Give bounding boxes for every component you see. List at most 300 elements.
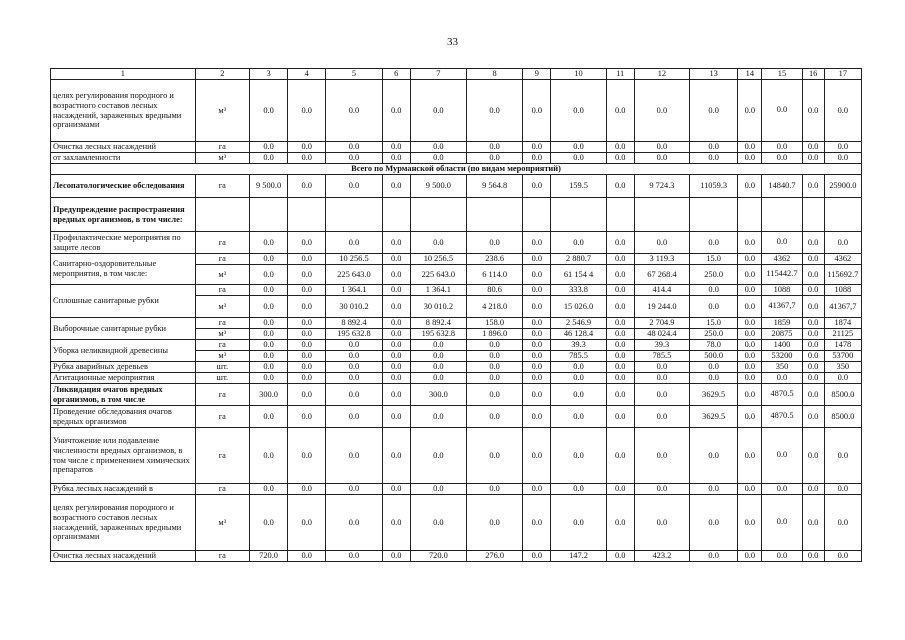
value-cell: 1859 (762, 318, 802, 329)
column-number-row (51, 69, 862, 80)
value-cell: 0.0 (326, 232, 382, 254)
value-cell: 0.0 (382, 384, 410, 406)
value-cell: 0.0 (762, 373, 802, 384)
value-cell: 720.0 (249, 551, 287, 562)
value-cell: 0.0 (523, 495, 551, 551)
value-cell: 0.0 (551, 484, 606, 495)
value-cell: 0.0 (690, 142, 738, 153)
value-cell: 0.0 (634, 406, 689, 428)
unit-cell: га (195, 406, 249, 428)
value-cell: 0.0 (467, 340, 523, 351)
value-cell (467, 198, 523, 232)
value-cell: 0.0 (634, 484, 689, 495)
value-cell: 0.0 (467, 484, 523, 495)
value-cell: 0.0 (762, 142, 802, 153)
value-cell: 0.0 (523, 428, 551, 484)
table-row (51, 428, 862, 484)
value-cell: 0.0 (802, 296, 824, 318)
value-cell: 0.0 (606, 551, 634, 562)
value-cell: 350 (824, 362, 861, 373)
value-cell: 0.0 (738, 362, 762, 373)
value-cell: 1088 (824, 285, 861, 296)
value-cell: 0.0 (288, 484, 326, 495)
value-cell: 0.0 (551, 373, 606, 384)
column-number-cell: 4 (288, 69, 326, 80)
column-number-cell: 1 (51, 69, 196, 80)
value-cell: 0.0 (288, 384, 326, 406)
value-cell: 0.0 (762, 153, 802, 164)
value-cell: 238.6 (467, 254, 523, 265)
value-cell: 0.0 (606, 296, 634, 318)
value-cell: 67 268.4 (634, 265, 689, 285)
value-cell: 0.0 (551, 406, 606, 428)
column-number-cell: 6 (382, 69, 410, 80)
value-cell: 0.0 (249, 232, 287, 254)
value-cell: 115442.7 (762, 265, 802, 285)
value-cell: 0.0 (762, 80, 802, 142)
value-cell: 0.0 (382, 265, 410, 285)
row-label: Санитарно-оздоровительные мероприятия, в том числе: (51, 254, 196, 285)
table-row (51, 362, 862, 373)
value-cell: 0.0 (326, 175, 382, 198)
value-cell: 30 010.2 (410, 296, 466, 318)
value-cell: 0.0 (738, 175, 762, 198)
value-cell: 500.0 (690, 351, 738, 362)
value-cell: 1400 (762, 340, 802, 351)
value-cell: 8 892.4 (326, 318, 382, 329)
value-cell: 0.0 (606, 265, 634, 285)
value-cell: 0.0 (606, 351, 634, 362)
table-row (51, 373, 862, 384)
value-cell: 0.0 (606, 428, 634, 484)
row-label: целях регулирования породного и возрастного составов лесных насаждений, зараженных вредными организмами (51, 495, 196, 551)
value-cell: 0.0 (738, 265, 762, 285)
value-cell: 0.0 (634, 153, 689, 164)
value-cell: 0.0 (690, 285, 738, 296)
value-cell: 0.0 (523, 406, 551, 428)
value-cell: 0.0 (551, 495, 606, 551)
value-cell: 0.0 (802, 142, 824, 153)
value-cell: 0.0 (467, 351, 523, 362)
column-number-cell: 11 (606, 69, 634, 80)
value-cell: 0.0 (738, 340, 762, 351)
value-cell: 41367,7 (762, 296, 802, 318)
value-cell: 0.0 (738, 153, 762, 164)
value-cell: 0.0 (690, 153, 738, 164)
column-number-cell: 9 (523, 69, 551, 80)
value-cell: 0.0 (762, 495, 802, 551)
value-cell: 0.0 (802, 362, 824, 373)
value-cell: 0.0 (738, 406, 762, 428)
value-cell: 0.0 (762, 232, 802, 254)
value-cell: 0.0 (523, 265, 551, 285)
value-cell: 0.0 (326, 406, 382, 428)
value-cell: 4362 (762, 254, 802, 265)
value-cell: 0.0 (249, 318, 287, 329)
unit-cell: га (195, 384, 249, 406)
value-cell: 0.0 (467, 80, 523, 142)
value-cell: 0.0 (738, 484, 762, 495)
table-row (51, 175, 862, 198)
value-cell: 0.0 (382, 285, 410, 296)
value-cell: 0.0 (738, 551, 762, 562)
value-cell: 0.0 (690, 373, 738, 384)
value-cell: 1 364.1 (326, 285, 382, 296)
value-cell: 78.0 (690, 340, 738, 351)
value-cell: 0.0 (606, 142, 634, 153)
value-cell: 0.0 (824, 142, 861, 153)
value-cell: 0.0 (606, 285, 634, 296)
value-cell: 4870.5 (762, 384, 802, 406)
value-cell: 720.0 (410, 551, 466, 562)
row-label: Проведение обследования очагов вредных организмов (51, 406, 196, 428)
value-cell: 0.0 (467, 153, 523, 164)
value-cell: 0.0 (382, 551, 410, 562)
column-number-cell: 7 (410, 69, 466, 80)
value-cell: 48 024.4 (634, 329, 689, 340)
value-cell: 0.0 (738, 428, 762, 484)
value-cell: 0.0 (523, 80, 551, 142)
value-cell: 0.0 (802, 384, 824, 406)
value-cell: 30 010.2 (326, 296, 382, 318)
value-cell: 0.0 (288, 265, 326, 285)
value-cell: 0.0 (382, 318, 410, 329)
value-cell: 9 724.3 (634, 175, 689, 198)
row-label: Выборочные санитарные рубки (51, 318, 196, 340)
value-cell: 0.0 (762, 551, 802, 562)
value-cell: 4 218.0 (467, 296, 523, 318)
value-cell: 0.0 (249, 362, 287, 373)
value-cell: 0.0 (606, 329, 634, 340)
value-cell: 0.0 (410, 406, 466, 428)
value-cell: 0.0 (738, 296, 762, 318)
column-number-cell: 16 (802, 69, 824, 80)
value-cell (802, 198, 824, 232)
value-cell: 8 892.4 (410, 318, 466, 329)
value-cell: 0.0 (802, 80, 824, 142)
value-cell: 11059.3 (690, 175, 738, 198)
unit-cell: шт. (195, 373, 249, 384)
column-number-cell: 17 (824, 69, 861, 80)
value-cell: 0.0 (738, 351, 762, 362)
value-cell: 19 244.0 (634, 296, 689, 318)
value-cell: 8500.0 (824, 384, 861, 406)
value-cell: 0.0 (382, 329, 410, 340)
activities-table (50, 68, 862, 562)
value-cell: 2 704.9 (634, 318, 689, 329)
value-cell: 0.0 (606, 80, 634, 142)
value-cell: 14840.7 (762, 175, 802, 198)
value-cell: 3629.5 (690, 406, 738, 428)
value-cell: 0.0 (410, 428, 466, 484)
value-cell: 0.0 (551, 384, 606, 406)
column-number-cell: 14 (738, 69, 762, 80)
value-cell: 0.0 (523, 285, 551, 296)
value-cell: 0.0 (523, 296, 551, 318)
value-cell: 0.0 (606, 495, 634, 551)
value-cell: 0.0 (802, 153, 824, 164)
value-cell: 0.0 (288, 351, 326, 362)
value-cell: 0.0 (802, 265, 824, 285)
value-cell: 0.0 (802, 551, 824, 562)
unit-cell: га (195, 428, 249, 484)
value-cell: 0.0 (824, 495, 861, 551)
value-cell: 8500.0 (824, 406, 861, 428)
value-cell: 0.0 (326, 384, 382, 406)
row-label: Рубка аварийных деревьев (51, 362, 196, 373)
value-cell: 0.0 (523, 254, 551, 265)
value-cell: 0.0 (606, 373, 634, 384)
value-cell: 4362 (824, 254, 861, 265)
value-cell: 0.0 (802, 329, 824, 340)
value-cell: 0.0 (523, 362, 551, 373)
value-cell: 0.0 (467, 142, 523, 153)
value-cell (326, 198, 382, 232)
value-cell: 0.0 (249, 351, 287, 362)
value-cell: 0.0 (288, 428, 326, 484)
section-title: Всего по Мурманской области (по видам мероприятий) (51, 164, 862, 175)
column-number-cell: 13 (690, 69, 738, 80)
unit-cell: га (195, 484, 249, 495)
value-cell: 0.0 (802, 495, 824, 551)
unit-cell: шт. (195, 362, 249, 373)
value-cell: 0.0 (410, 351, 466, 362)
row-label: Предупреждение распространения вредных организмов, в том числе: (51, 198, 196, 232)
value-cell: 3 119.3 (634, 254, 689, 265)
value-cell: 0.0 (738, 254, 762, 265)
value-cell: 0.0 (288, 285, 326, 296)
value-cell: 0.0 (690, 232, 738, 254)
value-cell: 1 896.0 (467, 329, 523, 340)
unit-cell: м³ (195, 495, 249, 551)
table-row (51, 80, 862, 142)
value-cell: 0.0 (249, 495, 287, 551)
unit-cell: м³ (195, 80, 249, 142)
value-cell: 0.0 (249, 484, 287, 495)
value-cell: 25900.0 (824, 175, 861, 198)
value-cell: 0.0 (523, 351, 551, 362)
value-cell: 0.0 (410, 340, 466, 351)
value-cell: 0.0 (326, 351, 382, 362)
value-cell: 1478 (824, 340, 861, 351)
value-cell: 0.0 (634, 362, 689, 373)
value-cell: 1874 (824, 318, 861, 329)
value-cell: 0.0 (326, 362, 382, 373)
value-cell: 0.0 (382, 80, 410, 142)
value-cell: 0.0 (824, 551, 861, 562)
unit-cell: м³ (195, 351, 249, 362)
value-cell: 115692.7 (824, 265, 861, 285)
value-cell: 0.0 (824, 428, 861, 484)
table-row (51, 285, 862, 296)
value-cell: 0.0 (634, 142, 689, 153)
column-number-cell: 15 (762, 69, 802, 80)
unit-cell: га (195, 254, 249, 265)
value-cell: 9 500.0 (410, 175, 466, 198)
value-cell: 0.0 (690, 484, 738, 495)
value-cell: 0.0 (410, 495, 466, 551)
value-cell: 0.0 (382, 175, 410, 198)
value-cell: 0.0 (288, 153, 326, 164)
value-cell: 39.3 (551, 340, 606, 351)
value-cell: 80.6 (467, 285, 523, 296)
value-cell: 4870.5 (762, 406, 802, 428)
value-cell: 0.0 (288, 80, 326, 142)
value-cell: 0.0 (606, 153, 634, 164)
unit-cell: га (195, 551, 249, 562)
row-label: Очистка лесных насаждений (51, 551, 196, 562)
value-cell: 0.0 (382, 340, 410, 351)
value-cell: 0.0 (551, 142, 606, 153)
value-cell: 0.0 (523, 373, 551, 384)
unit-cell: м³ (195, 265, 249, 285)
value-cell: 0.0 (382, 254, 410, 265)
value-cell: 0.0 (738, 142, 762, 153)
value-cell (382, 198, 410, 232)
value-cell: 0.0 (382, 362, 410, 373)
value-cell: 300.0 (410, 384, 466, 406)
value-cell: 0.0 (606, 340, 634, 351)
value-cell: 0.0 (523, 484, 551, 495)
value-cell: 0.0 (690, 362, 738, 373)
value-cell: 6 114.0 (467, 265, 523, 285)
value-cell: 0.0 (606, 318, 634, 329)
unit-cell (195, 198, 249, 232)
value-cell: 0.0 (690, 551, 738, 562)
value-cell: 0.0 (288, 254, 326, 265)
value-cell: 0.0 (382, 296, 410, 318)
value-cell: 250.0 (690, 329, 738, 340)
value-cell: 10 256.5 (326, 254, 382, 265)
value-cell: 0.0 (523, 551, 551, 562)
table-row (51, 495, 862, 551)
value-cell: 0.0 (249, 373, 287, 384)
value-cell: 159.5 (551, 175, 606, 198)
value-cell (762, 198, 802, 232)
value-cell: 1 364.1 (410, 285, 466, 296)
value-cell: 423.2 (634, 551, 689, 562)
value-cell: 414.4 (634, 285, 689, 296)
value-cell: 0.0 (523, 384, 551, 406)
section-header-row (51, 164, 862, 175)
value-cell: 21125 (824, 329, 861, 340)
value-cell: 0.0 (824, 484, 861, 495)
value-cell: 0.0 (824, 373, 861, 384)
value-cell: 785.5 (551, 351, 606, 362)
value-cell: 0.0 (762, 428, 802, 484)
table-row (51, 484, 862, 495)
value-cell: 785.5 (634, 351, 689, 362)
value-cell: 250.0 (690, 265, 738, 285)
value-cell: 20875 (762, 329, 802, 340)
value-cell: 0.0 (288, 373, 326, 384)
value-cell: 0.0 (738, 285, 762, 296)
value-cell: 0.0 (690, 80, 738, 142)
value-cell: 39.3 (634, 340, 689, 351)
column-number-cell: 2 (195, 69, 249, 80)
value-cell: 0.0 (382, 351, 410, 362)
value-cell (738, 198, 762, 232)
value-cell: 0.0 (288, 495, 326, 551)
table-row (51, 153, 862, 164)
value-cell: 0.0 (606, 384, 634, 406)
value-cell: 0.0 (249, 142, 287, 153)
table-row (51, 142, 862, 153)
value-cell: 0.0 (249, 406, 287, 428)
value-cell: 195 632.8 (410, 329, 466, 340)
value-cell: 0.0 (326, 80, 382, 142)
column-number-cell: 3 (249, 69, 287, 80)
row-label: Очистка лесных насаждений (51, 142, 196, 153)
value-cell: 0.0 (634, 373, 689, 384)
value-cell: 225 643.0 (410, 265, 466, 285)
value-cell: 0.0 (802, 373, 824, 384)
table-row (51, 254, 862, 265)
value-cell (249, 198, 287, 232)
value-cell: 0.0 (606, 254, 634, 265)
row-label: Лесопатологические обследования (51, 175, 196, 198)
value-cell: 0.0 (249, 428, 287, 484)
value-cell: 0.0 (382, 142, 410, 153)
value-cell: 0.0 (634, 495, 689, 551)
value-cell: 0.0 (690, 428, 738, 484)
unit-cell: м³ (195, 296, 249, 318)
value-cell: 0.0 (410, 142, 466, 153)
value-cell: 0.0 (523, 153, 551, 164)
value-cell: 0.0 (738, 495, 762, 551)
value-cell: 195 632.8 (326, 329, 382, 340)
value-cell: 0.0 (326, 153, 382, 164)
value-cell: 0.0 (249, 80, 287, 142)
value-cell: 0.0 (551, 153, 606, 164)
value-cell: 0.0 (634, 384, 689, 406)
value-cell: 0.0 (288, 175, 326, 198)
value-cell: 0.0 (802, 175, 824, 198)
value-cell: 0.0 (606, 362, 634, 373)
value-cell: 0.0 (288, 329, 326, 340)
value-cell: 0.0 (288, 142, 326, 153)
unit-cell: м³ (195, 329, 249, 340)
value-cell: 158.0 (467, 318, 523, 329)
table-row (51, 406, 862, 428)
value-cell: 0.0 (690, 296, 738, 318)
table-row (51, 340, 862, 351)
value-cell (824, 198, 861, 232)
value-cell: 0.0 (523, 318, 551, 329)
value-cell: 0.0 (634, 232, 689, 254)
value-cell: 0.0 (288, 406, 326, 428)
value-cell: 0.0 (802, 340, 824, 351)
value-cell: 0.0 (523, 340, 551, 351)
value-cell: 0.0 (802, 318, 824, 329)
unit-cell: га (195, 142, 249, 153)
value-cell: 0.0 (738, 318, 762, 329)
value-cell: 0.0 (606, 484, 634, 495)
value-cell: 0.0 (606, 406, 634, 428)
column-number-cell: 5 (326, 69, 382, 80)
row-label: Рубка лесных насаждений в (51, 484, 196, 495)
value-cell: 0.0 (288, 340, 326, 351)
value-cell: 9 564.8 (467, 175, 523, 198)
value-cell: 0.0 (551, 428, 606, 484)
value-cell: 333.8 (551, 285, 606, 296)
row-label: Сплошные санитарные рубки (51, 285, 196, 318)
value-cell: 0.0 (802, 254, 824, 265)
value-cell: 0.0 (738, 373, 762, 384)
unit-cell: га (195, 232, 249, 254)
value-cell: 41367,7 (824, 296, 861, 318)
value-cell: 0.0 (382, 153, 410, 164)
